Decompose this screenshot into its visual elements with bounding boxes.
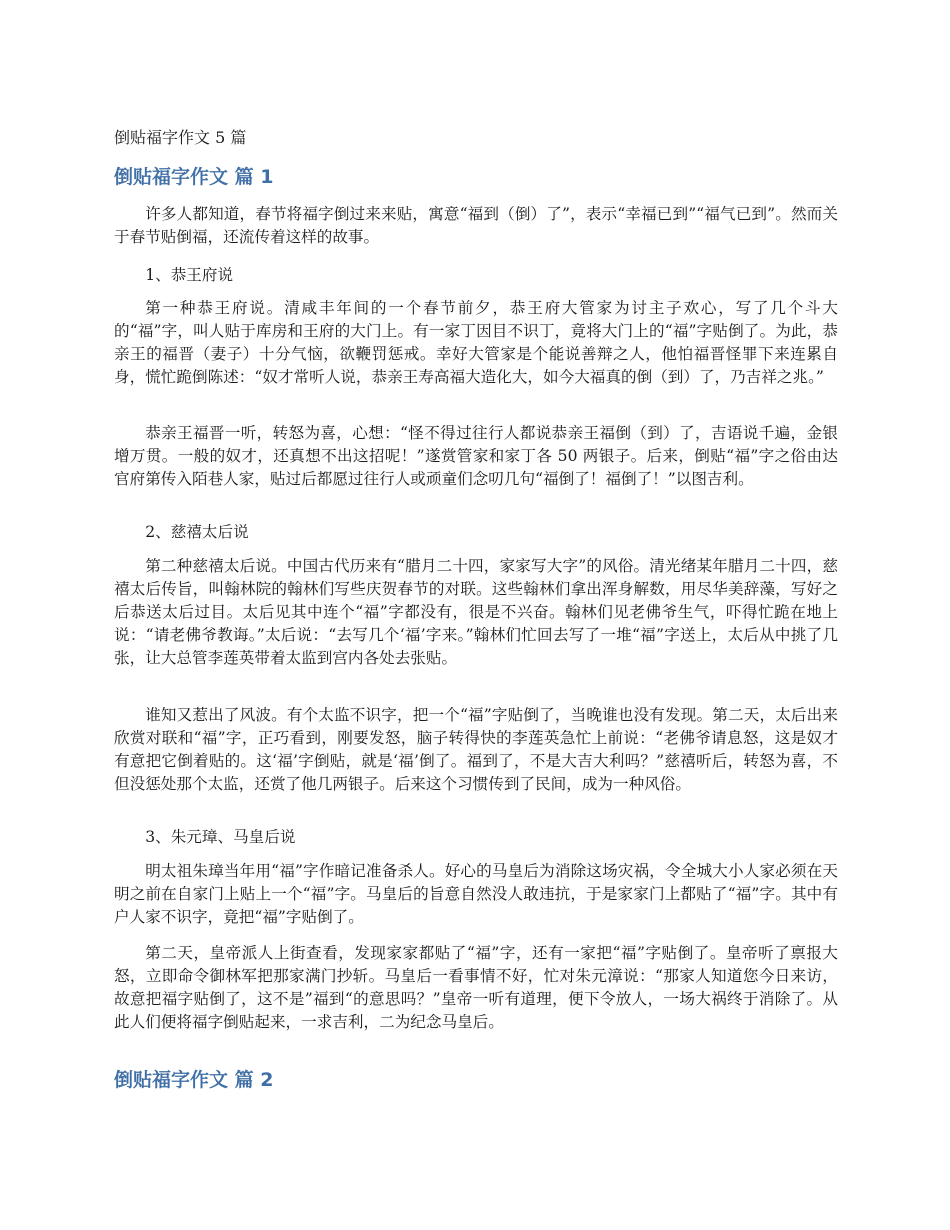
paragraph-gongwangfu-2: 恭亲王福晋一听，转怒为喜，心想：“怪不得过往行人都说恭亲王福倒（到）了，吉语说千遍，金银增万贯。一般的奴才，还真想不出这招呢！”遂赏管家和家丁各 50 两银子。后来，倒贴“福”字之俗由达官府第传入陌巷人家，贴过后都愿过往行人或顽童们念叨几句“福倒了！福倒了！”以图吉利。	[114, 424, 838, 488]
subheading-cixi: 2、慈禧太后说	[145, 523, 249, 541]
section-heading-2: 倒贴福字作文 篇 2	[114, 1069, 274, 1091]
paragraph-zhuyuanzhang-2: 第二天，皇帝派人上街查看，发现家家都贴了“福”字，还有一家把“福”字贴倒了。皇帝听了禀报大怒，立即命令御林军把那家满门抄斩。马皇后一看事情不好，忙对朱元漳说：“那家人知道您今日来访，故意把福字贴倒了，这不是”福到“的意思吗？”皇帝一听有道理，便下令放人，一场大祸终于消除了。从此人们便将福字倒贴起来，一求吉利，二为纪念马皇后。	[114, 944, 838, 1031]
paragraph-gongwangfu-1: 第一种恭王府说。清咸丰年间的一个春节前夕，恭王府大管家为讨主子欢心，写了几个斗大的“福”字，叫人贴于库房和王府的大门上。有一家丁因目不识丁，竟将大门上的“福”字贴倒了。为此，恭亲王的福晋（妻子）十分气恼，欲鞭罚惩戒。幸好大管家是个能说善辩之人，他怕福晋怪罪下来连累自身，慌忙跪倒陈述：“奴才常听人说，恭亲王寿高福大造化大，如今大福真的倒（到）了，乃吉祥之兆。”	[114, 299, 838, 386]
paragraph-cixi-2: 谁知又惹出了风波。有个太监不识字，把一个“福”字贴倒了，当晚谁也没有发现。第二天，太后出来欣赏对联和“福”字，正巧看到，刚要发怒，脑子转得快的李莲英急忙上前说：“老佛爷请息怒，这是奴才有意把它倒着贴的。这‘福’字倒贴，就是‘福’倒了。福到了，不是大吉大利吗？”慈禧听后，转怒为喜，不但没惩处那个太监，还赏了他几两银子。后来这个习惯传到了民间，成为一种风俗。	[114, 706, 838, 793]
subheading-gongwangfu: 1、恭王府说	[145, 266, 234, 284]
paragraph-cixi-1: 第二种慈禧太后说。中国古代历来有“腊月二十四，家家写大字”的风俗。清光绪某年腊月二十四，慈禧太后传旨，叫翰林院的翰林们写些庆贺春节的对联。这些翰林们拿出浑身解数，用尽华美辞藻，写好之后恭送太后过目。太后见其中连个“福”字都没有，很是不兴奋。翰林们见老佛爷生气，吓得忙跪在地上说：“请老佛爷教诲。”太后说：“去写几个‘福’字来。”翰林们忙回去写了一堆“福”字送上，太后从中挑了几张，让大总管李莲英带着太监到宫内各处去张贴。	[114, 557, 838, 667]
paragraph-intro: 许多人都知道，春节将福字倒过来来贴，寓意“福到（倒）了”，表示“幸福已到”“福气已到”。然而关于春节贴倒福，还流传着这样的故事。	[114, 205, 838, 246]
paragraph-zhuyuanzhang-1: 明太祖朱璋当年用“福”字作暗记准备杀人。好心的马皇后为消除这场灾祸，令全城大小人家必须在天明之前在自家门上贴上一个“福”字。马皇后的旨意自然没人敢违抗，于是家家门上都贴了“福”字。其中有户人家不识字，竟把“福”字贴倒了。	[114, 862, 838, 926]
section-heading-1: 倒贴福字作文 篇 1	[114, 166, 274, 188]
subheading-zhuyuanzhang: 3、朱元璋、马皇后说	[145, 828, 296, 846]
document-title: 倒贴福字作文 5 篇	[114, 128, 247, 147]
